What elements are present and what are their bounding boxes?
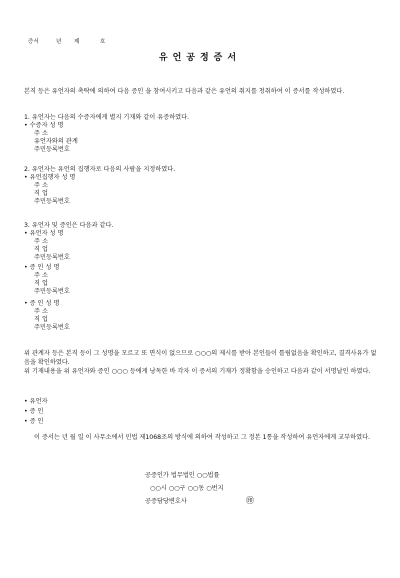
- testator-item: • 유언자 성 명: [24, 230, 64, 237]
- section1-item: 주 소: [34, 130, 48, 137]
- identity-paragraph: 위 관계자 등은 본직 등이 그 성명을 모르고 또 면식이 없으므로 ○○○의 제시를 받아 본인들이 틀림없음을 확인하고, 결격사유가 없음을 확인하였다.: [24, 350, 377, 366]
- witness2-item: • 증 인 성 명: [24, 300, 60, 307]
- section2-item: 주민등록번호: [34, 198, 70, 205]
- signature-paragraph: 위 기재내용을 위 유언자와 증인 ○○○ 등에게 낭독한 바 각자 이 증서의 기재가 정확함을 승인하고 다음과 같이 서명날인 하였다.: [24, 368, 371, 375]
- section2-item: • 유언집행자 성 명: [24, 174, 76, 181]
- signer-line: • 유언자: [24, 398, 48, 405]
- ho-label: 호: [100, 39, 106, 45]
- year-label: 년: [56, 39, 62, 45]
- document-title: 유언공정증서: [158, 53, 242, 63]
- section3-heading: 3. 유언자 및 증인은 다음과 같다.: [24, 222, 114, 229]
- witness1-item: • 증 인 성 명: [24, 264, 60, 271]
- intro-paragraph: 본직 등은 유언자의 촉탁에 의하여 다음 증인 을 참여시키고 다음과 같은 유언의 취지를 청취하여 이 증서를 작성하였다.: [24, 88, 345, 95]
- signer-line: • 증 인: [24, 408, 44, 415]
- section2-item: 주 소: [34, 182, 48, 189]
- section1-item: 주민등록번호: [34, 146, 70, 153]
- seal-mark: ㊞: [246, 496, 254, 505]
- testator-item: 주민등록번호: [34, 254, 70, 261]
- section2-heading: 2. 유언자는 유언의 집행자로 다음의 사람을 지정하였다.: [24, 166, 176, 173]
- witness1-item: 주 소: [34, 272, 48, 279]
- section2-item: 직 업: [34, 190, 48, 197]
- testator-item: 주 소: [34, 238, 48, 245]
- section1-heading: 1. 유언자는 다음의 수증자에게 별지 기재와 같이 유증하였다.: [24, 114, 190, 121]
- number-label: 제: [74, 39, 80, 45]
- office-address: ○○시 ○○구 ○○동 ○번지: [150, 485, 224, 492]
- notary-lawyer: 공증담당변호사: [145, 498, 187, 505]
- witness2-item: 주민등록번호: [34, 324, 70, 331]
- witness1-item: 직 업: [34, 280, 48, 287]
- section1-item: 유언자와의 관계: [34, 138, 78, 145]
- section1-item: • 수증자 성 명: [24, 122, 64, 129]
- witness2-item: 주 소: [34, 308, 48, 315]
- closing-paragraph: 이 증서는 년 월 일 이 사무소에서 민법 제1068조의 방식에 의하여 작성하고 그 정본 1통을 작성하여 유언자에게 교부하였다.: [34, 434, 371, 441]
- certificate-label: 증서: [28, 39, 39, 45]
- office-name: 공증인가 법무법인 ○○법률: [145, 472, 220, 479]
- signer-line: • 증 인: [24, 418, 44, 425]
- witness2-item: 직 업: [34, 316, 48, 323]
- testator-item: 직 업: [34, 246, 48, 253]
- witness1-item: 주민등록번호: [34, 288, 70, 295]
